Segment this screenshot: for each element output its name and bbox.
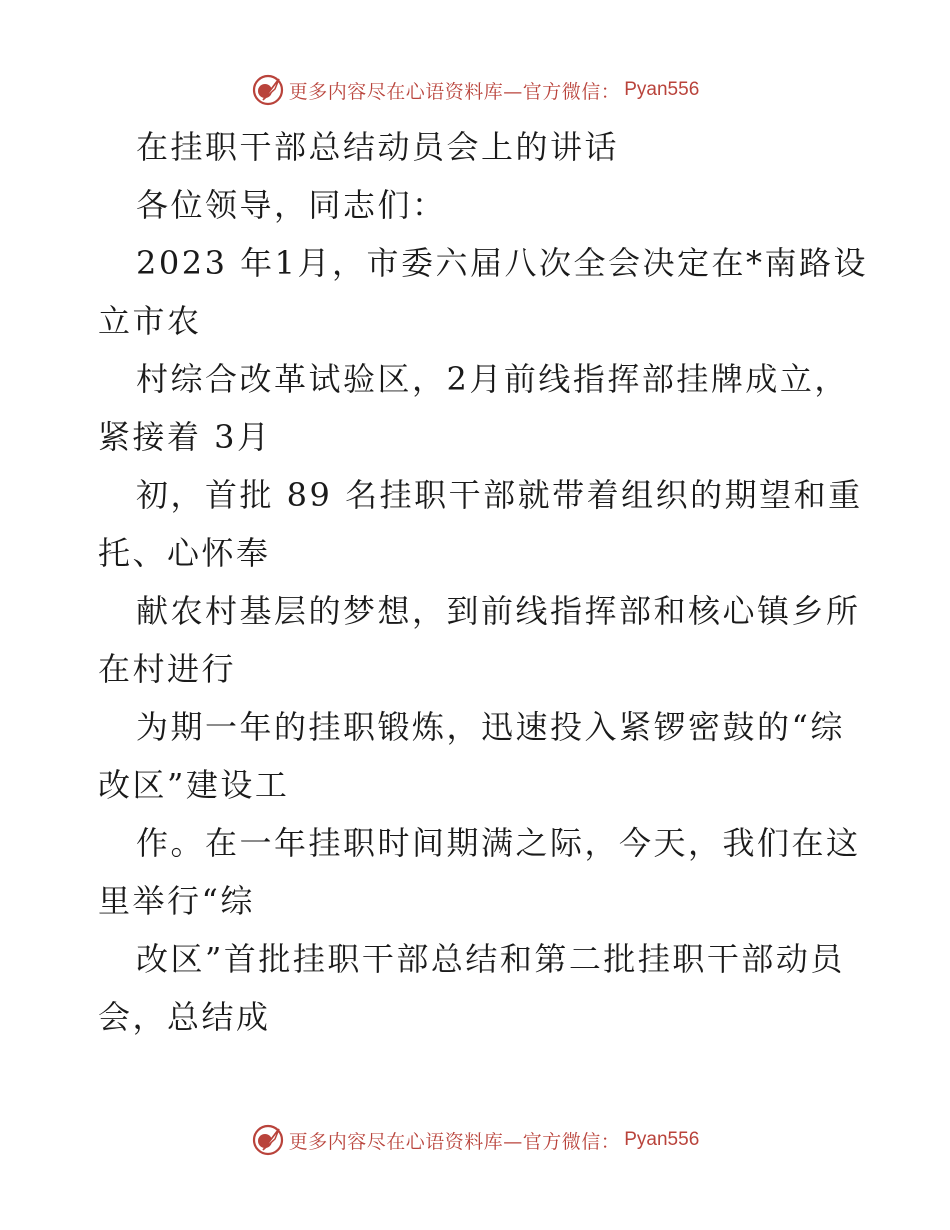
body-line: 改区”首批挂职干部总结和第二批挂职干部动员: [136, 940, 845, 978]
body-line: 托、心怀奉: [98, 534, 271, 572]
document-title: 在挂职干部总结动员会上的讲话: [136, 128, 620, 166]
header-watermark-id: Pyan556: [624, 79, 700, 100]
header-watermark-text: 更多内容尽在心语资料库—官方微信：: [288, 80, 621, 103]
quill-pen-logo-icon: [251, 73, 285, 107]
body-line: 为期一年的挂职锻炼，迅速投入紧锣密鼓的“综: [136, 708, 845, 746]
header-watermark: [0, 70, 950, 110]
body-line: 村综合改革试验区，2月前线指挥部挂牌成立，: [136, 360, 849, 398]
body-line: 改区”建设工: [98, 766, 290, 804]
footer-watermark-id: Pyan556: [624, 1129, 700, 1150]
body-line: 里举行“综: [98, 882, 255, 920]
body-line: 在村进行: [98, 650, 237, 688]
salutation: 各位领导，同志们：: [136, 186, 447, 224]
document-body: [98, 118, 868, 1046]
body-line: 初，首批 89 名挂职干部就带着组织的期望和重: [136, 476, 863, 514]
footer-watermark-text: 更多内容尽在心语资料库—官方微信：: [288, 1130, 621, 1153]
body-line: 立市农: [98, 302, 202, 340]
quill-pen-logo-icon: [251, 1123, 285, 1157]
body-line: 作。在一年挂职时间期满之际，今天，我们在这: [136, 824, 861, 862]
body-line: 紧接着 3月: [98, 418, 272, 456]
footer-watermark: [0, 1120, 950, 1160]
body-line: 会，总结成: [98, 998, 271, 1036]
body-line: 2023 年1月，市委六届八次全会决定在*南路设: [136, 244, 868, 282]
body-line: 献农村基层的梦想，到前线指挥部和核心镇乡所: [136, 592, 861, 630]
